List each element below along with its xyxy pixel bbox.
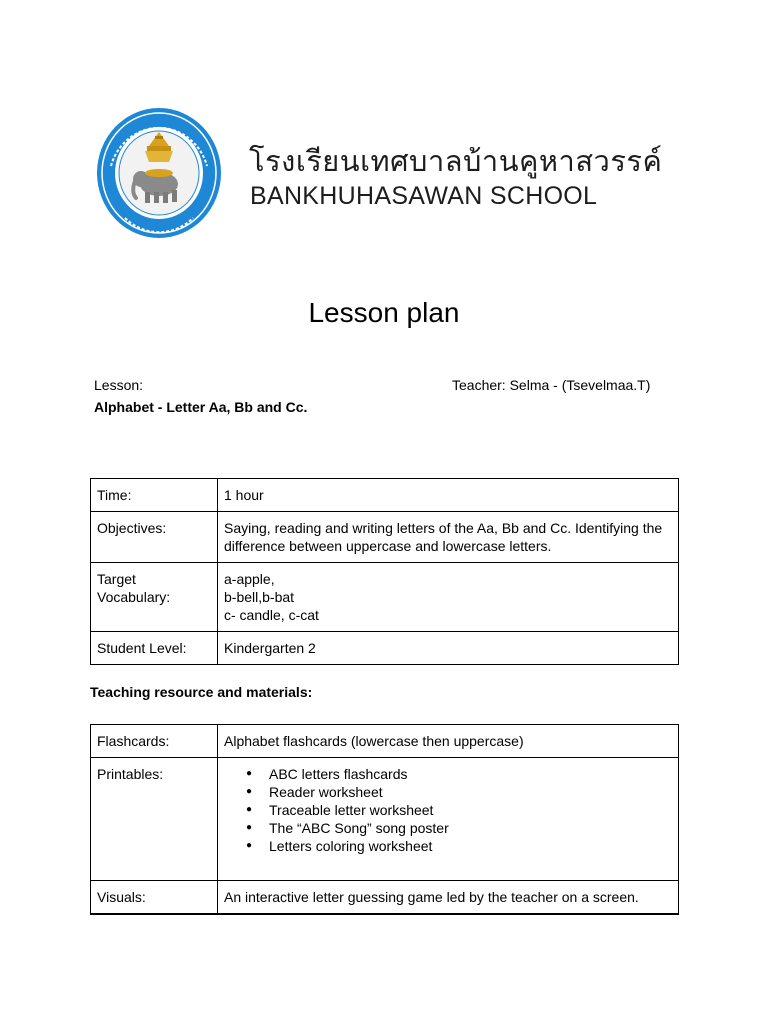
table-row [91, 512, 679, 563]
school-logo [95, 106, 223, 240]
resources-heading: Teaching resource and materials: [90, 684, 313, 700]
resources-table [90, 724, 679, 915]
vocabulary-label: Target Vocabulary: [91, 563, 218, 632]
teacher-name: Teacher: Selma - (Tsevelmaa.T) [452, 377, 651, 393]
school-name-english: BANKHUHASAWAN SCHOOL [250, 182, 598, 210]
vocabulary-item: a-apple, [224, 571, 275, 587]
table-row [91, 563, 679, 632]
printables-value [218, 758, 679, 881]
objectives-label: Objectives: [91, 512, 218, 563]
vocabulary-value [218, 563, 679, 632]
flashcards-label: Flashcards: [91, 725, 218, 758]
lesson-label: Lesson: [94, 377, 144, 393]
lesson-info-table [90, 478, 679, 665]
student-level-value: Kindergarten 2 [218, 632, 679, 665]
visuals-label: Visuals: [91, 881, 218, 915]
page-title: Lesson plan [308, 297, 460, 328]
table-row [91, 881, 679, 915]
list-item: ● ABC letters flashcards [269, 765, 672, 783]
table-row [91, 758, 679, 881]
printables-label: Printables: [91, 758, 218, 881]
flashcards-value: Alphabet flashcards (lowercase then uppercase) [218, 725, 679, 758]
vocabulary-item: b-bell,b-bat [224, 589, 295, 605]
time-label: Time: [91, 479, 218, 512]
list-item: ● Letters coloring worksheet [269, 837, 672, 855]
list-item: ● Traceable letter worksheet [269, 801, 672, 819]
list-item: ● The “ABC Song” song poster [269, 819, 672, 837]
list-item: ● Reader worksheet [269, 783, 672, 801]
visuals-value: An interactive letter guessing game led by the teacher on a screen. [218, 881, 679, 915]
lesson-name: Alphabet - Letter Aa, Bb and Cc. [94, 399, 308, 415]
objectives-value: Saying, reading and writing letters of the Aa, Bb and Cc. Identifying the difference between uppercase and lowercase letters. [218, 512, 679, 563]
vocabulary-item: c- candle, c-cat [224, 607, 319, 623]
table-row [91, 479, 679, 512]
school-seal-icon [95, 106, 223, 240]
student-level-label: Student Level: [91, 632, 218, 665]
time-value: 1 hour [218, 479, 679, 512]
school-name-thai: โรงเรียนเทศบาลบ้านคูหาสวรรค์ [249, 144, 663, 178]
table-row [91, 725, 679, 758]
printables-list [224, 765, 672, 855]
table-row [91, 632, 679, 665]
